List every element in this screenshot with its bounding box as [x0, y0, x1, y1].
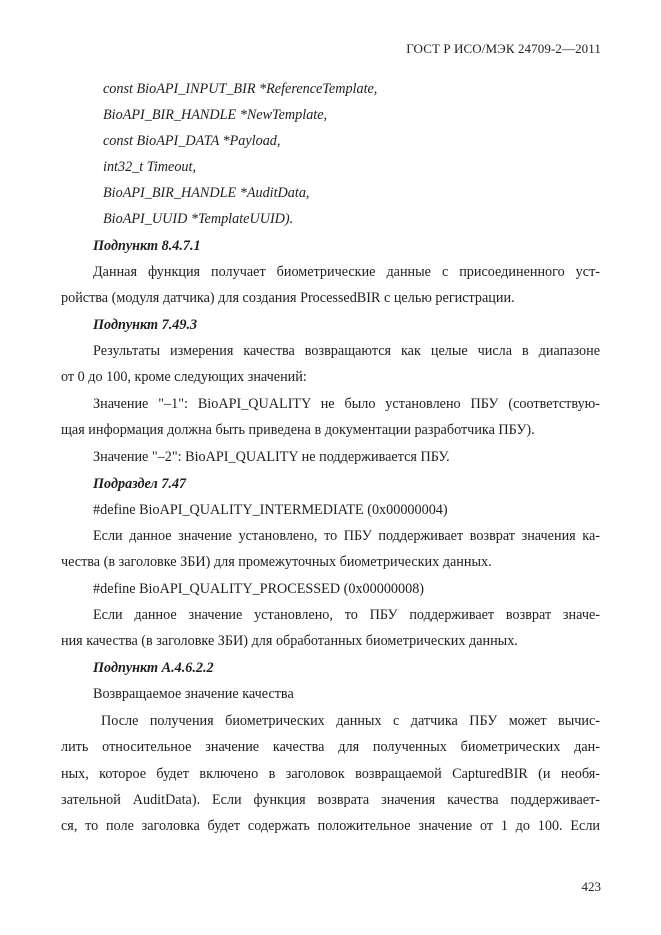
- body-line: Если данное значение установлено, то ПБУ поддерживает возврат значения ка-: [93, 528, 600, 544]
- code-line: BioAPI_BIR_HANDLE *AuditData,: [103, 185, 310, 201]
- code-line: BioAPI_UUID *TemplateUUID).: [103, 211, 294, 227]
- define-line: #define BioAPI_QUALITY_PROCESSED (0x00000008): [93, 581, 425, 597]
- body-line: от 0 до 100, кроме следующих значений:: [61, 369, 307, 385]
- body-line: чества (в заголовке ЗБИ) для промежуточных биометрических данных.: [61, 554, 492, 570]
- body-line: зательной AuditData). Если функция возврата значения качества поддерживает-: [61, 792, 600, 808]
- subsection-heading: Подпункт А.4.6.2.2: [93, 660, 214, 676]
- subsection-heading: Подпункт 7.49.3: [93, 317, 198, 333]
- code-line: int32_t Timeout,: [103, 159, 197, 175]
- body-line: Если данное значение установлено, то ПБУ поддерживает возврат значе-: [93, 607, 600, 623]
- code-line: const BioAPI_INPUT_BIR *ReferenceTemplate,: [103, 81, 378, 97]
- body-line: После получения биометрических данных с датчика ПБУ может вычис-: [101, 713, 600, 729]
- body-line: ройства (модуля датчика) для создания ProcessedBIR с целью регистрации.: [61, 290, 515, 306]
- body-line: Данная функция получает биометрические данные с присоединенного уст-: [93, 264, 600, 280]
- body-line: Значение "–1": BioAPI_QUALITY не было установлено ПБУ (соответствую-: [93, 396, 600, 412]
- body-line: ся, то поле заголовка будет содержать положительное значение от 1 до 100. Если: [61, 818, 600, 834]
- page-number: 423: [581, 879, 601, 894]
- subsection-heading: Подраздел 7.47: [93, 476, 187, 492]
- code-line: const BioAPI_DATA *Payload,: [103, 133, 281, 149]
- body-line: Возвращаемое значение качества: [93, 686, 294, 702]
- body-line: Результаты измерения качества возвращаются как целые числа в диапазоне: [93, 343, 600, 359]
- standard-header: ГОСТ Р ИСО/МЭК 24709-2—2011: [406, 41, 601, 56]
- define-line: #define BioAPI_QUALITY_INTERMEDIATE (0x00000004): [93, 502, 448, 518]
- body-line: ных, которое будет включено в заголовок возвращаемой CapturedBIR (и необя-: [61, 766, 600, 782]
- body-line: щая информация должна быть приведена в документации разработчика ПБУ).: [61, 422, 535, 438]
- code-line: BioAPI_BIR_HANDLE *NewTemplate,: [103, 107, 328, 123]
- subsection-heading: Подпункт 8.4.7.1: [93, 238, 201, 254]
- body-line: Значение "–2": BioAPI_QUALITY не поддерживается ПБУ.: [93, 449, 450, 465]
- body-line: ния качества (в заголовке ЗБИ) для обработанных биометрических данных.: [61, 633, 518, 649]
- body-line: лить относительное значение качества для полученных биометрических дан-: [61, 739, 600, 755]
